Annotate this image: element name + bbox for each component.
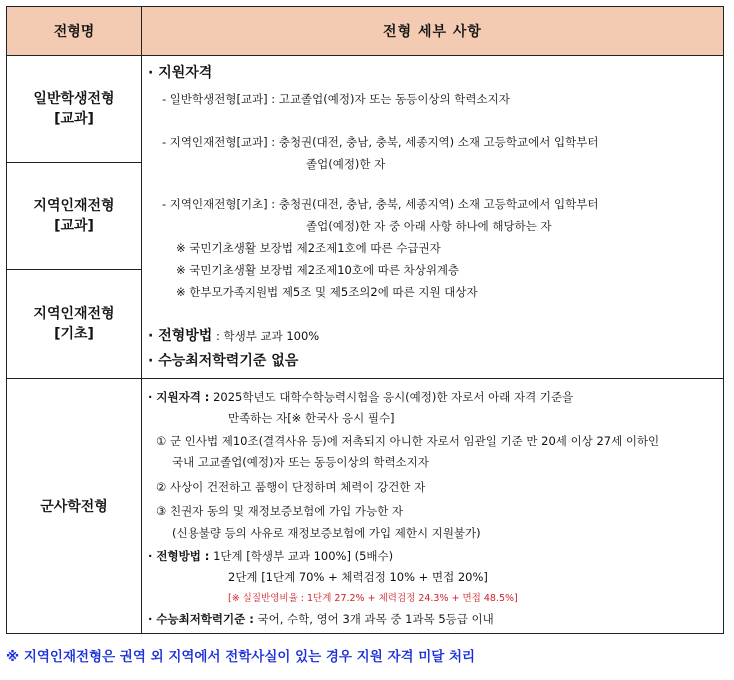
military-qualification-cont: 만족하는 자[※ 한국사 응시 필수] (228, 411, 395, 425)
section2-details (142, 379, 723, 633)
note-near-poverty: ※ 국민기초생활 보장법 제2조제10호에 따른 차상위계층 (176, 263, 460, 277)
track-regional-gicho-line1: 지역인재전형 (33, 306, 115, 322)
table-header (7, 7, 723, 56)
military-method-label: · 전형방법 : (148, 549, 210, 563)
condition-3: ③ 친권자 동의 및 재정보증보험에 가입 가능한 자 (156, 504, 403, 518)
condition-2: ② 사상이 건전하고 품행이 단정하며 체력이 강건한 자 (156, 480, 426, 494)
section1-details (142, 56, 723, 378)
track-regional-gicho-line2: [기초] (54, 326, 94, 342)
military-method (148, 548, 393, 564)
military-csat-text: 국어, 수학, 영어 3개 과목 중 1과목 5등급 이내 (253, 612, 494, 626)
track-regional-gicho (7, 270, 141, 378)
military-csat-label: · 수능최저학력기준 : (148, 612, 254, 626)
track-general-line2: [교과] (54, 111, 94, 127)
selection-method-value: : 학생부 교과 100% (212, 329, 320, 343)
track-general (7, 56, 141, 162)
track-regional-gyogwa (7, 163, 141, 269)
actual-weight-note: [※ 실질반영비율 : 1단계 27.2% + 체력검정 24.3% + 면접 48.5%] (228, 593, 518, 604)
note-recipient: ※ 국민기초생활 보장법 제2조제1호에 따른 수급권자 (176, 241, 441, 255)
regional-transfer-footnote: ※ 지역인재전형은 권역 외 지역에서 전학사실이 있는 경우 지원 자격 미달 처리 (6, 649, 476, 665)
qualification-title: · 지원자격 (148, 65, 213, 81)
condition-3-cont: (신용불량 등의 사유로 재정보증보험에 가입 제한시 지원불가) (172, 526, 481, 540)
note-single-parent: ※ 한부모가족지원법 제5조 및 제5조의2에 따른 지원 대상자 (176, 285, 478, 299)
admission-table (6, 6, 724, 634)
general-qualification: - 일반학생전형[교과] : 고교졸업(예정)자 또는 동등이상의 학력소지자 (162, 92, 510, 106)
track-military (7, 379, 141, 634)
military-method-stage1: 1단계 [학생부 교과 100%] (5배수) (209, 549, 394, 563)
csat-minimum: · 수능최저학력기준 없음 (148, 353, 299, 369)
regional-gyogwa-qualification: - 지역인재전형[교과] : 충청권(대전, 충남, 충북, 세종지역) 소재 고등학교에서 입학부터 (162, 135, 599, 149)
military-qualification-text: 2025학년도 대학수학능력시험을 응시(예정)한 자로서 아래 자격 기준을 (209, 390, 574, 404)
track-general-line1: 일반학생전형 (33, 91, 115, 107)
condition-1-cont: 국내 고교졸업(예정)자 또는 동등이상의 학력소지자 (172, 455, 429, 469)
military-csat-minimum (148, 611, 494, 627)
track-military-label: 군사학전형 (40, 498, 108, 515)
military-qualification (148, 389, 573, 405)
track-regional-gyogwa-line2: [교과] (54, 218, 94, 234)
regional-gicho-qualification: - 지역인재전형[기초] : 충청권(대전, 충남, 충북, 세종지역) 소재 고등학교에서 입학부터 (162, 197, 599, 211)
header-track-details: 전형 세부 사항 (383, 24, 482, 40)
condition-1: ① 군 인사법 제10조(결격사유 등)에 저촉되지 아니한 자로서 임관일 기준 만 20세 이상 27세 이하인 (156, 434, 660, 448)
selection-method-label: · 전형방법 (148, 328, 213, 344)
selection-method (148, 328, 319, 344)
regional-gyogwa-qualification-cont: 졸업(예정)한 자 (306, 157, 386, 171)
track-regional-gyogwa-line1: 지역인재전형 (33, 198, 115, 214)
regional-gicho-qualification-cont: 졸업(예정)한 자 중 아래 사항 하나에 해당하는 자 (306, 219, 552, 233)
track-name-column (7, 56, 142, 633)
header-track-name: 전형명 (7, 7, 142, 55)
military-method-stage2: 2단계 [1단계 70% + 체력검정 10% + 면접 20%] (228, 570, 488, 584)
military-qualification-label: · 지원자격 : (148, 390, 210, 404)
